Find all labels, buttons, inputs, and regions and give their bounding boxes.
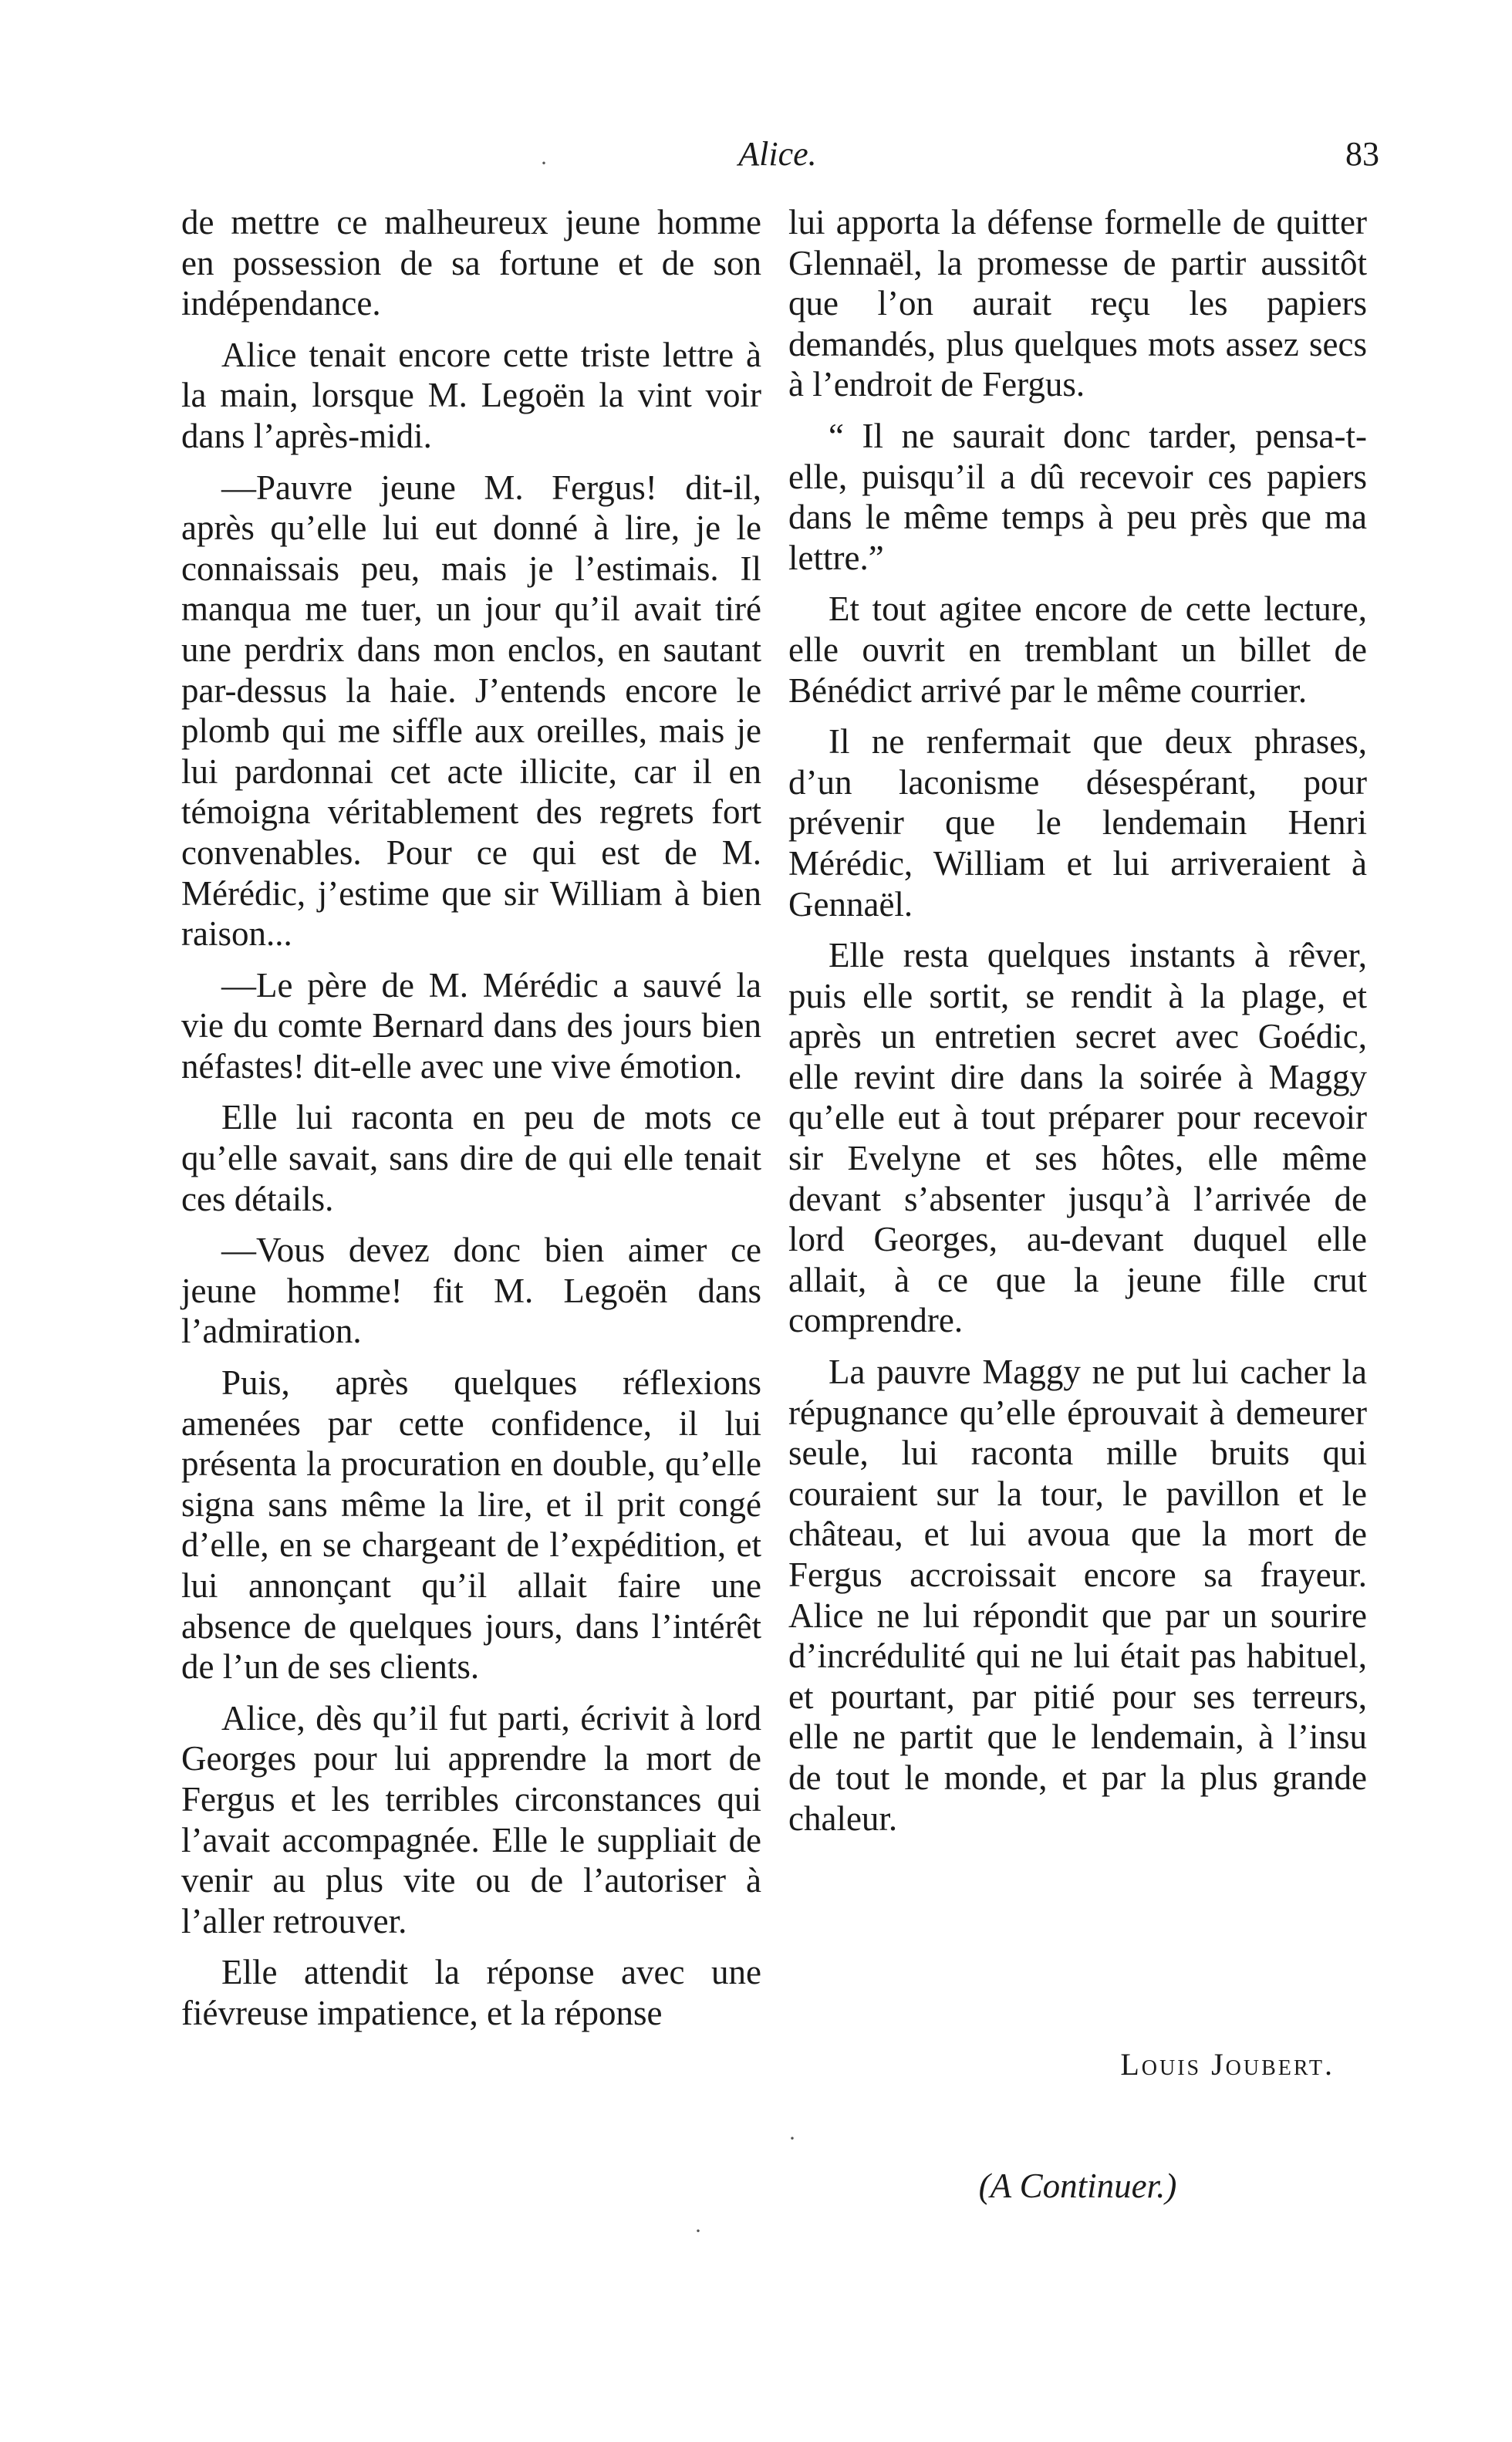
print-speck: ·	[694, 2218, 702, 2244]
page-number: 83	[1345, 135, 1379, 173]
paragraph: Puis, après quelques réflexions amenées par cette confidence, il lui présenta la procuration en double, qu’elle signa sans même la lire, et il prit congé d’elle, en se chargeant de l’expédition, et lui annonçant qu’il allait faire une absence de quelques jours, dans l’intérêt de l’un de ses clients.	[181, 1363, 761, 1687]
paragraph: de mettre ce malheureux jeune homme en possession de sa fortune et de son indépendance.	[181, 203, 761, 323]
paragraph: Elle resta quelques instants à rêver, puis elle sortit, se rendit à la plage, et après un entretien secret avec Goédic, elle revint dire dans la soirée à Maggy qu’elle eut à tout préparer pour recevoir sir Evelyne et ses hôtes, elle même devant s’absenter jusqu’à l’arrivée de lord Georges, au-devant duquel elle allait, à ce que la jeune fille crut comprendre.	[788, 936, 1367, 1340]
paragraph: Elle attendit la réponse avec une fiévreuse impatience, et la réponse	[181, 1953, 761, 2032]
author-signature: Louis Joubert.	[1120, 2047, 1335, 2082]
paragraph: lui apporta la défense formelle de quitter Glennaël, la promesse de partir aussitôt que l’on aurait reçu les papiers demandés, plus quelques mots assez secs à l’endroit de Fergus.	[788, 203, 1367, 404]
left-column	[181, 202, 761, 2034]
paragraph: Alice, dès qu’il fut parti, écrivit à lord Georges pour lui apprendre la mort de Fergus et les terribles circonstances qui l’avait accompagnée. Elle le suppliait de venir au plus vite ou de l’autoriser à l’aller retrouver.	[181, 1698, 761, 1940]
print-speck: ·	[540, 150, 548, 176]
to-be-continued-note: (A Continuer.)	[978, 2167, 1177, 2205]
paragraph: La pauvre Maggy ne put lui cacher la répugnance qu’elle éprouvait à demeurer seule, lui raconta mille bruits qui couraient sur la tour, le pavillon et le château, et lui avoua que la mort de Fergus accroissait encore sa frayeur. Alice ne lui répondit que par un sourire d’incrédulité qui ne lui était pas habituel, et pourtant, par pitié pour ses terreurs, elle ne partit que le lendemain, à l’insu de tout le monde, et par la plus grande chaleur.	[788, 1353, 1367, 1838]
running-title: Alice.	[738, 135, 817, 173]
paragraph: “ Il ne saurait donc tarder, pensa-t-elle, puisqu’il a dû recevoir ces papiers dans le même temps à peu près que ma lettre.”	[788, 416, 1367, 577]
paragraph: Et tout agitee encore de cette lecture, elle ouvrit en tremblant un billet de Bénédict arrivé par le même courrier.	[788, 589, 1367, 710]
paragraph: Il ne renfermait que deux phrases, d’un laconisme désespérant, pour prévenir que le lendemain Henri Mérédic, William et lui arriveraient à Gennaël.	[788, 722, 1367, 924]
paragraph: Alice tenait encore cette triste lettre à la main, lorsque M. Legoën la vint voir dans l’après-midi.	[181, 335, 761, 455]
paragraph: —Le père de M. Mérédic a sauvé la vie du comte Bernard dans des jours bien néfastes! dit-elle avec une vive émotion.	[181, 965, 761, 1086]
paragraph: Elle lui raconta en peu de mots ce qu’elle savait, sans dire de qui elle tenait ces détails.	[181, 1098, 761, 1218]
paragraph: —Pauvre jeune M. Fergus! dit-il, après qu’elle lui eut donné à lire, je le connaissais peu, mais je l’estimais. Il manqua me tuer, un jour qu’il avait tiré une perdrix dans mon enclos, en sautant par-dessus la haie. J’entends encore le plomb qui me siffle aux oreilles, mais je lui pardonnai cet acte illicite, car il en témoigna véritablement des regrets fort convenables. Pour ce qui est de M. Mérédic, j’estime que sir William à bien raison...	[181, 468, 761, 954]
paragraph: —Vous devez donc bien aimer ce jeune homme! fit M. Legoën dans l’admiration.	[181, 1231, 761, 1351]
running-head	[176, 133, 1379, 179]
right-column	[788, 202, 1367, 1839]
print-speck: ·	[788, 2126, 796, 2151]
